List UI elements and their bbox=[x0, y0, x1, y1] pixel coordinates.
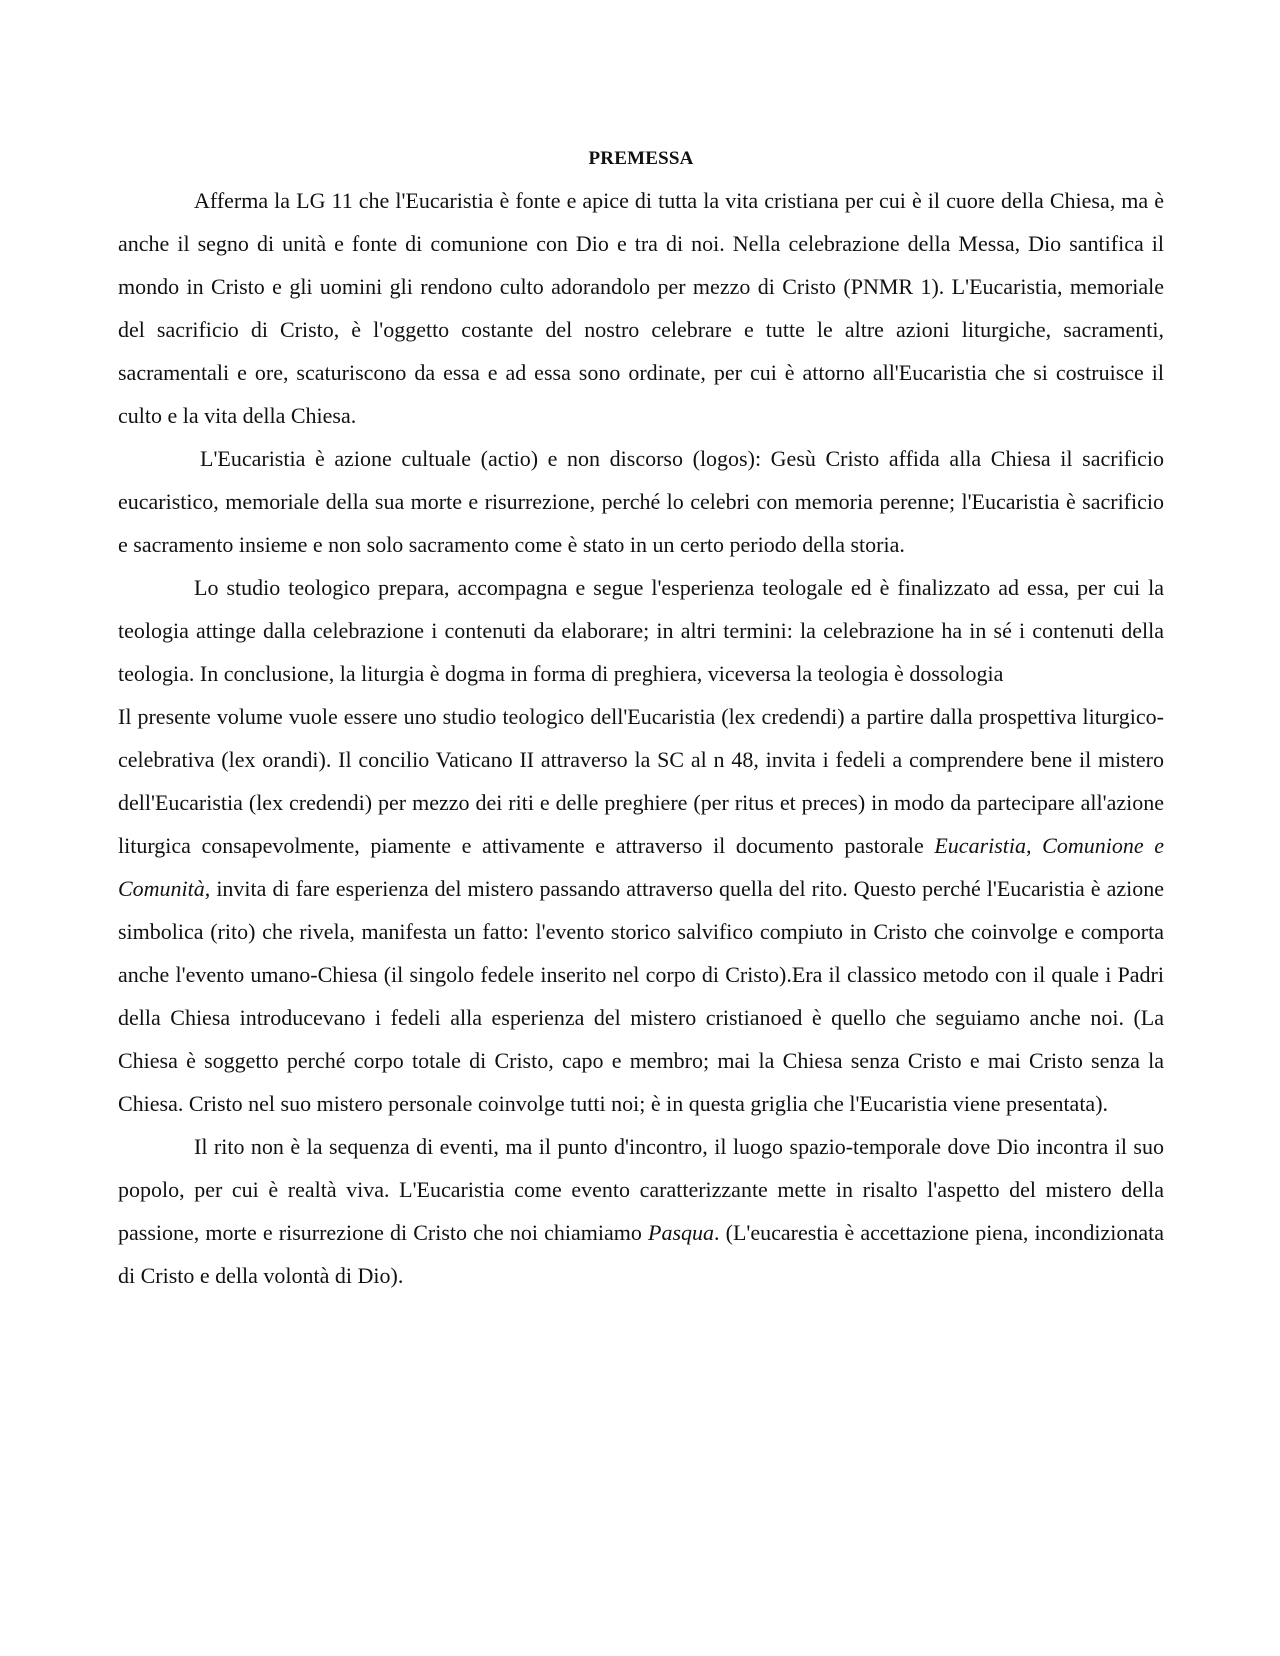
paragraph-5-text-a: Il rito non è la sequenza di eventi, ma il punto d'incontro, il luogo spazio-temporale dove Dio incontra il suo popolo, per cui è realtà viva. L'Eucaristia come evento caratterizzante mette in risalto l'aspetto del mistero della passione, morte e risurrezione di Cristo che noi chiamiamo bbox=[118, 1134, 1164, 1245]
paragraph-3: Lo studio teologico prepara, accompagna e segue l'esperienza teologale ed è finalizzato ad essa, per cui la teologia attinge dalla celebrazione i contenuti da elaborare; in altri termini: la celebrazione ha in sé i contenuti della teologia. In conclusione, la liturgia è dogma in forma di preghiera, viceversa la teologia è dossologia bbox=[118, 575, 1164, 686]
paragraph-5-text-b: . (L'eucarestia è accettazione piena, incondizionata di Cristo e della volontà di Dio). bbox=[118, 1220, 1164, 1288]
document-body bbox=[118, 145, 1164, 1297]
paragraph-4-italic-title: Eucaristia, Comunione e Comunità bbox=[118, 833, 1164, 901]
paragraph-4-text-a: Il presente volume vuole essere uno studio teologico dell'Eucaristia (lex credendi) a partire dalla prospettiva liturgico-celebrativa (lex orandi). Il concilio Vaticano II attraverso la SC al n 48, invita i fedeli a comprendere bene il mistero dell'Eucaristia (lex credendi) per mezzo dei riti e delle preghiere (per ritus et preces) in modo da partecipare all'azione liturgica consapevolmente, piamente e attivamente e attraverso il documento pastorale bbox=[118, 704, 1164, 858]
paragraph-4-text-b: , invita di fare esperienza del mistero passando attraverso quella del rito. Questo perché l'Eucaristia è azione simbolica (rito) che rivela, manifesta un fatto: l'evento storico salvifico compiuto in Cristo che coinvolge e comporta anche l'evento umano-Chiesa (il singolo fedele inserito nel corpo di Cristo).Era il classico metodo con il quale i Padri della Chiesa introducevano i fedeli alla esperienza del mistero cristianoed è quello che seguiamo anche noi. (La Chiesa è soggetto perché corpo totale di Cristo, capo e membro; mai la Chiesa senza Cristo e mai Cristo senza la Chiesa. Cristo nel suo mistero personale coinvolge tutti noi; è in questa griglia che l'Eucaristia viene presentata). bbox=[118, 876, 1164, 1116]
paragraph-5 bbox=[118, 1125, 1164, 1297]
paragraph-1: Afferma la LG 11 che l'Eucaristia è fonte e apice di tutta la vita cristiana per cui è il cuore della Chiesa, ma è anche il segno di unità e fonte di comunione con Dio e tra di noi. Nella celebrazione della Messa, Dio santifica il mondo in Cristo e gli uomini gli rendono culto adorandolo per mezzo di Cristo (PNMR 1). L'Eucaristia, memoriale del sacrificio di Cristo, è l'oggetto costante del nostro celebrare e tutte le altre azioni liturgiche, sacramenti, sacramentali e ore, scaturiscono da essa e ad essa sono ordinate, per cui è attorno all'Eucaristia che si costruisce il culto e la vita della Chiesa. bbox=[118, 188, 1164, 428]
paragraph-5-italic-word: Pasqua bbox=[648, 1220, 714, 1245]
paragraph-4 bbox=[118, 695, 1164, 1125]
document-title: PREMESSA bbox=[588, 148, 694, 169]
paragraph-2: L'Eucaristia è azione cultuale (actio) e non discorso (logos): Gesù Cristo affida alla Chiesa il sacrificio eucaristico, memoriale della sua morte e risurrezione, perché lo celebri con memoria perenne; l'Eucaristia è sacrificio e sacramento insieme e non solo sacramento come è stato in un certo periodo della storia. bbox=[118, 446, 1164, 557]
